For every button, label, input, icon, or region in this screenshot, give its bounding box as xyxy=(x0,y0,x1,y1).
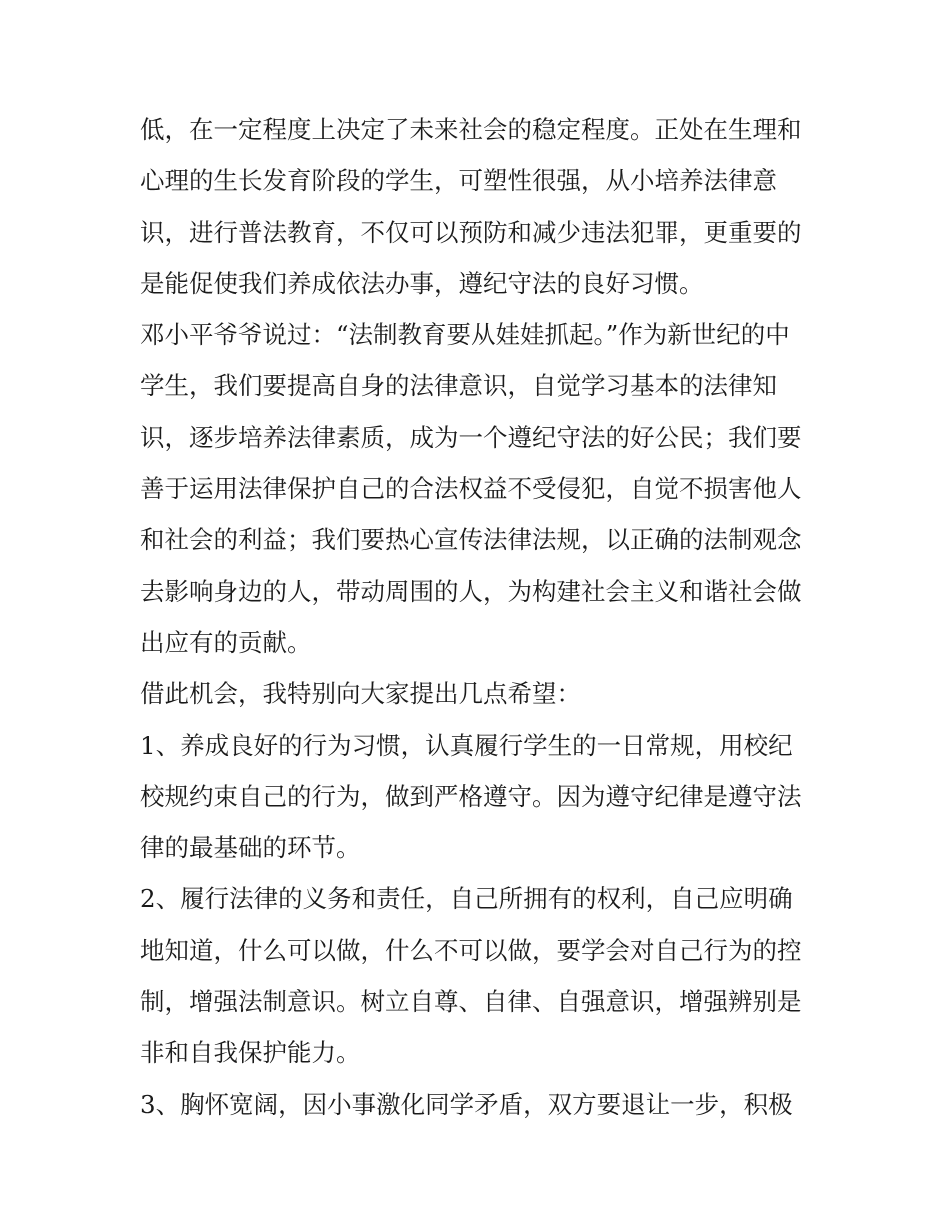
text-line: 3、胸怀宽阔，因小事激化同学矛盾，双方要退让一步，积极 xyxy=(140,1089,793,1119)
text-line: 2、履行法律的义务和责任，自己所拥有的权利，自己应明确 xyxy=(140,884,793,914)
text-line: 制，增强法制意识。树立自尊、自律、自强意识，增强辨别是 xyxy=(140,987,802,1017)
text-line: 非和自我保护能力。 xyxy=(140,1038,361,1068)
text-line: 去影响身边的人，带动周围的人，为构建社会主义和谐社会做 xyxy=(140,576,802,606)
text-line: 校规约束自己的行为，做到严格遵守。因为遵守纪律是遵守法 xyxy=(140,781,802,811)
text-line: 邓小平爷爷说过：“法制教育要从娃娃抓起。”作为新世纪的中 xyxy=(140,320,790,350)
text-line: 律的最基础的环节。 xyxy=(140,833,361,863)
text-line: 出应有的贡献。 xyxy=(140,627,312,657)
text-line: 识，逐步培养法律素质，成为一个遵纪守法的好公民；我们要 xyxy=(140,422,802,452)
text-line: 善于运用法律保护自己的合法权益不受侵犯，自觉不损害他人 xyxy=(140,474,802,504)
text-line: 是能促使我们养成依法办事，遵纪守法的良好习惯。 xyxy=(140,268,704,298)
text-line: 低，在一定程度上决定了未来社会的稳定程度。正处在生理和 xyxy=(140,115,802,144)
text-line: 学生，我们要提高自身的法律意识，自觉学习基本的法律知 xyxy=(140,371,777,401)
text-line: 识，进行普法教育，不仅可以预防和减少违法犯罪，更重要的 xyxy=(140,217,802,247)
text-line: 心理的生长发育阶段的学生，可塑性很强，从小培养法律意 xyxy=(140,166,777,196)
text-line: 1、养成良好的行为习惯，认真履行学生的一日常规，用校纪 xyxy=(140,730,793,760)
text-line: 和社会的利益；我们要热心宣传法律法规，以正确的法制观念 xyxy=(140,525,802,555)
text-line: 地知道，什么可以做，什么不可以做，要学会对自己行为的控 xyxy=(140,935,802,965)
text-line: 借此机会，我特别向大家提出几点希望： xyxy=(140,679,581,709)
document-body xyxy=(140,104,820,1130)
